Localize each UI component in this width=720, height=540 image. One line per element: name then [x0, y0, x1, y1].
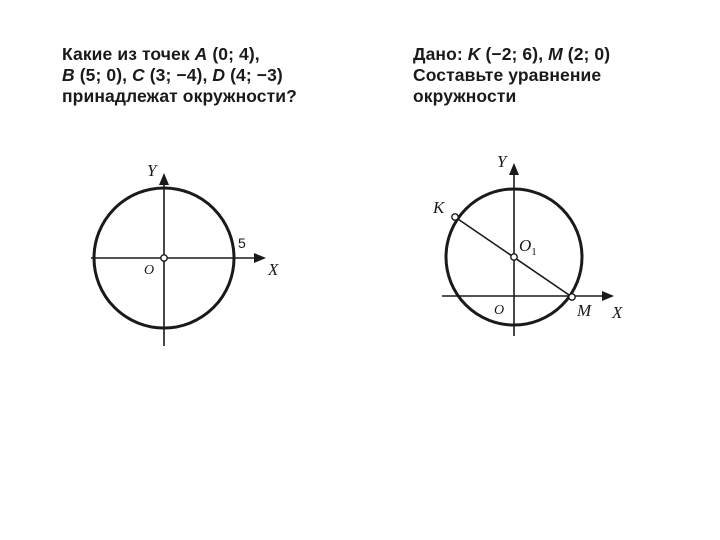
left-problem-prefix: Какие из точек: [62, 44, 195, 64]
right-y-axis-label: Y: [497, 152, 507, 171]
right-x-axis-label: X: [612, 303, 623, 322]
left-radius-label: 5: [238, 235, 246, 251]
point-a-coords: (0; 4),: [207, 44, 260, 64]
right-problem-line-3: окружности: [413, 86, 517, 106]
point-c-coords: (3; −4),: [144, 65, 213, 85]
point-d-name: D: [212, 65, 226, 85]
left-problem-line-3: принадлежат окружности?: [62, 86, 297, 106]
right-problem-line-2: Составьте уравнение: [413, 65, 602, 85]
point-k: [452, 214, 458, 220]
right-figure: [432, 152, 623, 336]
left-x-axis-label: X: [268, 260, 279, 279]
point-k-coords: (−2; 6),: [480, 44, 549, 64]
point-k-label: K: [433, 198, 445, 217]
point-m: [569, 294, 575, 300]
center-label-letter: O: [519, 236, 532, 255]
point-b-name: B: [62, 65, 75, 85]
point-a-name: A: [194, 44, 208, 64]
left-y-axis-label: Y: [147, 161, 157, 180]
given-label: Дано:: [413, 44, 468, 64]
point-k-name: K: [467, 44, 481, 64]
point-b-coords: (5; 0),: [74, 65, 133, 85]
center-label-subscript: 1: [531, 246, 537, 258]
point-m-name: M: [548, 44, 563, 64]
left-figure: [91, 161, 279, 346]
left-origin-label: O: [144, 263, 155, 278]
center-label: [519, 236, 537, 258]
point-c-name: C: [132, 65, 145, 85]
point-d-coords: (4; −3): [225, 65, 283, 85]
right-origin-label: O: [494, 303, 505, 318]
left-origin-point: [161, 255, 167, 261]
point-m-coords: (2; 0): [562, 44, 611, 64]
center-point-o1: [511, 254, 517, 260]
point-m-label: M: [577, 301, 592, 320]
